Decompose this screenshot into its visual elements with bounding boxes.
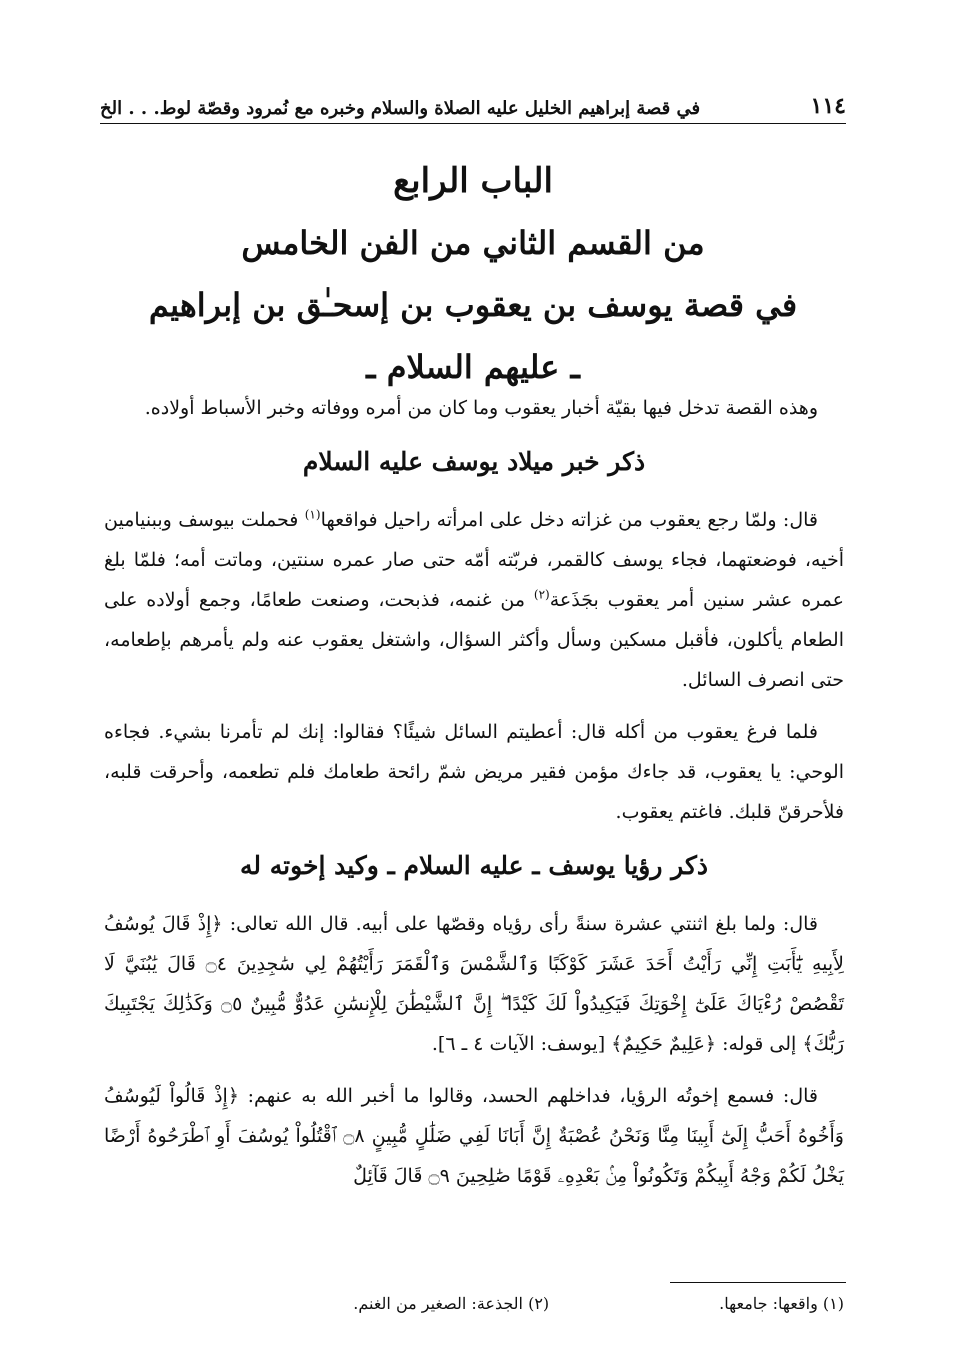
quran-quote: ﴿عَلِيمٌ حَكِيمٌ﴾ [611,1033,717,1055]
paragraph-dream-2 [104,1076,844,1196]
chapter-title-line-3: في قصة يوسف بن يعقوب بن إسحـٰق بن إبراهيم [148,286,798,324]
paragraph-text: من غنمه، فذبحت، وصنعت طعامًا، وجمع أولاده على الطعام يأكلون، فأقبل مسكين وسأل وأكثر السؤال، واشتغل يعقوب عنه ولم يأمرهم بإطعامه، حتى انصرف السائل. [104,589,844,691]
page-number: ١١٤ [810,93,846,119]
paragraph-text: فحملت بيوسف وببنيامين أخيه، فوضعتهما، فجاء يوسف كالقمر، فربّته أمّه حتى صار عمره سنتين، وماتت أمه؛ فلمّا بلغ عمره عشر سنين أمر يعقوب بجَذَعة [104,509,844,611]
paragraph-dream-1 [104,904,844,1064]
paragraph-text: [يوسف: الآيات ٤ ـ ٦]. [431,1033,612,1055]
paragraph-birth-2: فلما فرغ يعقوب من أكله قال: أعطيتم السائل شيئًا؟ فقالوا: إنك لم تأمرنا بشيء. فجاءه الوحي: يا يعقوب، قد جاءك مؤمن فقير مريض شمّ رائحة طعامك فلم تطعمه، وأحرقت قلبه، فلأحرقنّ قلبك. فاغتم يعقوب. [104,721,844,823]
paragraph-birth-1 [104,500,844,700]
section-heading-birth: ذكر خبر ميلاد يوسف عليه السلام [302,447,646,476]
footnote-divider [670,1282,846,1283]
footnotes [200,1294,844,1313]
section-heading-dream: ذكر رؤيا يوسف ـ عليه السلام ـ وكيد إخوته له [240,851,708,880]
chapter-title-line-2: من القسم الثاني من الفن الخامس [241,224,705,262]
footnote-1: (١) واقعها: جامعها. [719,1294,844,1313]
body-text [104,388,844,1208]
paragraph-text: قال: فسمع إخوتُه الرؤيا، فداخلهم الحسد، وقالوا ما أخبر الله به عنهم: [238,1085,818,1107]
running-header [100,84,846,124]
chapter-title-line-1: الباب الرابع [393,161,553,201]
paragraph-text: قال: ولمّا رجع يعقوب من غزاته دخل على امرأته راحيل فواقعها [320,509,819,531]
paragraph-text: قال: ولما بلغ اثنتي عشرة سنةً رأى رؤياه وقصّها على أبيه. قال الله تعالى: [222,913,819,935]
footnote-ref-2[interactable]: (٢) [533,587,550,602]
chapter-title-block [100,150,846,398]
footnote-ref-1[interactable]: (١) [304,507,321,522]
chapter-title-line-4: ـ عليهم السلام ـ [366,348,580,386]
footnote-2: (٢) الجذعة: الصغير من الغنم. [353,1294,550,1313]
paragraph-text: إلى قوله: [716,1033,803,1055]
intro-paragraph: وهذه القصة تدخل فيها بقيّة أخبار يعقوب وما كان من أمره ووفاته وخبر الأسباط أولاده. [144,397,818,419]
running-header-title: في قصة إبراهيم الخليل عليه الصلاة والسلام وخبره مع نُمرود وقصّة لوط. . . الخ [100,98,701,119]
quran-quote: ﴿إِذْ قَالُواْ لَيُوسُفُ وَأَخُوهُ أَحَبُّ إِلَىٰٓ أَبِينَا مِنَّا وَنَحْنُ عُصْبَةٌ إِنَّ أَبَانَا لَفِي ضَلَٰلٍ مُّبِينٍ ۝٨ ٱقْتُلُواْ يُوسُفَ أَوِ ٱطْرَحُوهُ أَرْضًا يَخْلُ لَكُمْ وَجْهُ أَبِيكُمْ وَتَكُونُواْ مِنۢ بَعْدِهِۦ قَوْمًا صَٰلِحِينَ ۝٩ قَالَ قَآئِلٌ [104,1085,844,1187]
quran-quote: ﴿إِذْ قَالَ يُوسُفُ لِأَبِيهِ يَٰٓأَبَتِ إِنِّي رَأَيْتُ أَحَدَ عَشَرَ كَوْكَبًا وَٱلشَّمْسَ وَٱلْقَمَرَ رَأَيْتُهُمْ لِي سَٰجِدِينَ ۝٤ قَالَ يَٰبُنَيَّ لَا تَقْصُصْ رُءْيَاكَ عَلَىٰٓ إِخْوَتِكَ فَيَكِيدُواْ لَكَ كَيْدًا ۖ إِنَّ ٱلشَّيْطَٰنَ لِلْإِنسَٰنِ عَدُوٌّ مُّبِينٌ ۝٥ وَكَذَٰلِكَ يَجْتَبِيكَ رَبُّكَ﴾ [104,913,845,1055]
